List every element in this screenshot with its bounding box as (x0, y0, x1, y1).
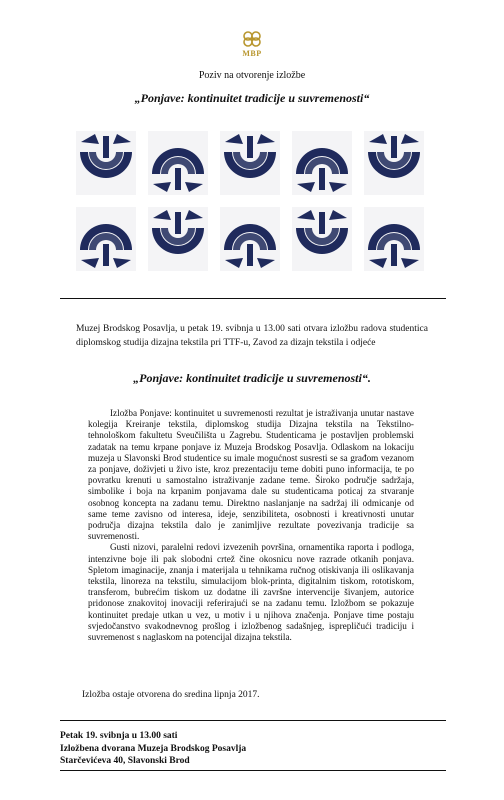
closing-note: Izložba ostaje otvorena do sredina lipnja 2017. (82, 690, 260, 700)
divider-footer (60, 770, 446, 771)
ponjave-artwork (73, 128, 433, 278)
motif-3 (220, 131, 280, 195)
motif-6 (76, 207, 136, 271)
event-date: Petak 19. svibnja u 13.00 sati (60, 731, 178, 741)
motif-7 (148, 207, 208, 271)
description (88, 408, 414, 643)
exhibition-title: „Ponjave: kontinuitet tradicije u suvremenosti“ (134, 91, 370, 105)
museum-logo (236, 30, 268, 58)
motif-10 (364, 207, 424, 271)
divider-top (60, 298, 446, 299)
invitation-line: Poziv na otvorenje izložbe (198, 70, 306, 81)
motif-9 (292, 207, 352, 271)
logo-text: MBP (242, 49, 262, 58)
motif-5 (364, 131, 424, 195)
motif-1 (76, 131, 136, 195)
logo-emblem-icon (240, 30, 264, 48)
motif-2 (148, 131, 208, 195)
event-venue: Izložbena dvorana Muzeja Brodskog Posavlja (60, 743, 247, 754)
exhibition-title-repeat: „Ponjave: kontinuitet tradicije u suvremenosti“. (133, 371, 371, 385)
motif-8 (220, 207, 280, 271)
event-details (60, 730, 246, 768)
divider-bottom (60, 720, 446, 721)
event-address: Starčevićeva 40, Slavonski Brod (60, 756, 190, 766)
description-paragraph-1: Izložba Ponjave: kontinuitet u suvremenosti rezultat je istraživanja unutar nastave kolegija Kreiranje tekstila, diplomskog studija Dizajna tekstila na Tekstilno-tehnološkom fakultetu Sveučilišta u Zagrebu. Studenticama je postavljen problemski zadatak na temu krpane ponjave iz Muzeja Brodskog Posavlja. Odlaskom na lokaciju muzeja u Slavonski Brod studentice su imale mogućnost susresti se sa građom vezanom za ponjave, doživjeti u živo iste, kroz prezentaciju teme dobiti puno informacija, te po povratku krenuti u samostalno istraživanje zadane teme. Široko područje sadržaja, simbolike i boja na krpanim ponjavama dale su studenticama poticaj za stvaranje osobnog koncepta na zadanu temu. Direktno naslanjanje na sadržaj ili odmicanje od same teme zavisno od interesa, ideje, senzibiliteta, osobnosti i kreativnosti unutar područja dizajna tekstila dalo je zanimljive rezultate povezivanja tradicije sa suvremenosti. (88, 408, 414, 542)
motif-4 (292, 131, 352, 195)
intro-text (76, 322, 428, 350)
intro-paragraph: Muzej Brodskog Posavlja, u petak 19. svibnja u 13.00 sati otvara izložbu radova studentica diplomskog studija dizajna tekstila pri TTF-u, Zavod za dizajn tekstila i odjeće (76, 324, 428, 348)
description-paragraph-2: Gusti nizovi, paralelni redovi izvezenih površina, ornamentika raporta i podloga, intenzivne boje ili pak slobodni crtež čine okosnicu nove razrade otkanih ponjava. Spletom imaginacije, znanja i materijala u tehnikama ručnog otiskivanja ili oslikavanja tekstila, linoreza na tekstilu, simulacijom blok-printa, digitalnim tiskom, rototiskom, transferom, bubrećim tiskom uz dodatne ili završne intervencije šivanjem, autorice pridonose znakovitoj inovaciji referirajući se na zadanu temu. Izložbom se pokazuje kontinuitet predaje utkan u vez, u motiv i u njihova značenja. Ponjave time postaju svjedočanstvo svakodnevnog prošlog i izložbenog sadašnjeg, isprepličući tradiciju i suvremenost s naglaskom na potencijal dizajna tekstila. (88, 542, 414, 643)
